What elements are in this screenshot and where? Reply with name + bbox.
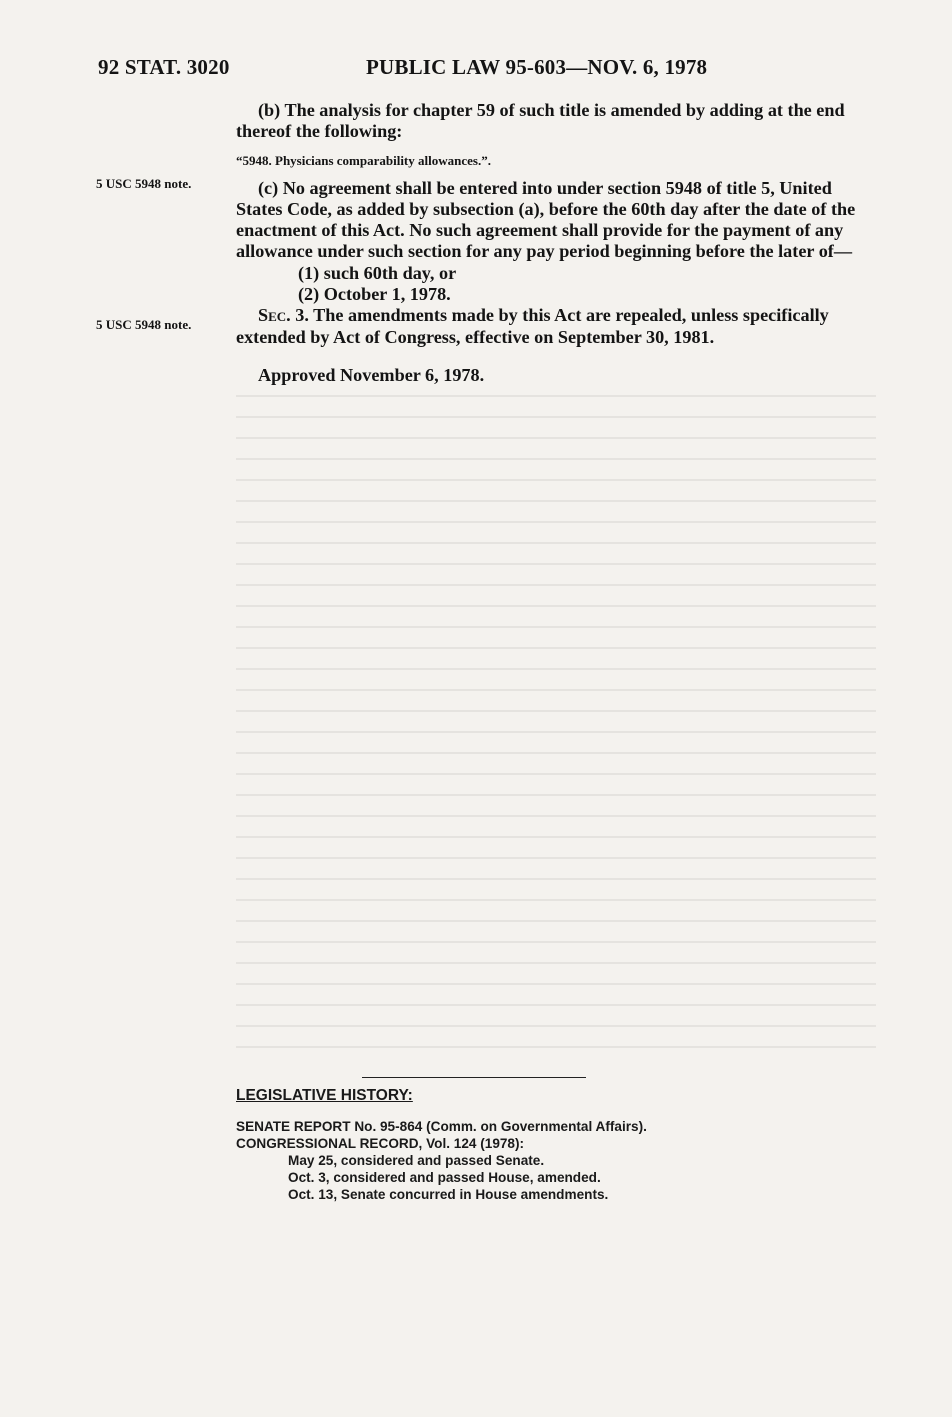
subsection-c: (c) No agreement shall be entered into under section 5948 of title 5, United States Code, as added by subsection (a), before the 60th day after the date of the enactment of this Act. No such agreement shall provide for the payment of any allowance under such section for any pay period beginning before the later of— <box>236 177 856 262</box>
approval-date: Approved November 6, 1978. <box>258 364 485 385</box>
margin-note-subsection-c: 5 USC 5948 note. <box>96 176 192 191</box>
legislative-history <box>236 1087 796 1203</box>
subsection-b: (b) The analysis for chapter 59 of such title is amended by adding at the end thereof the following: <box>236 100 845 142</box>
history-entry: May 25, considered and passed Senate. <box>288 1153 545 1168</box>
running-head: PUBLIC LAW 95-603—NOV. 6, 1978 <box>366 55 708 79</box>
margin-note-section-3: 5 USC 5948 note. <box>96 317 192 332</box>
senate-report: SENATE REPORT No. 95-864 (Comm. on Governmental Affairs). <box>236 1119 647 1134</box>
section-3-text: The amendments made by this Act are repealed, unless specifically extended by Act of Congress, effective on September 30, 1981. <box>236 305 829 347</box>
statute-page-number: 92 STAT. 3020 <box>98 55 230 79</box>
section-3 <box>236 305 858 348</box>
list-item-2: (2) October 1, 1978. <box>298 284 451 305</box>
list-item-1: (1) such 60th day, or <box>298 262 457 283</box>
history-entry: Oct. 3, considered and passed House, amended. <box>288 1170 601 1185</box>
section-3-label: Sec. 3. <box>258 305 309 326</box>
history-entry: Oct. 13, Senate concurred in House amendments. <box>288 1187 609 1202</box>
bleed-through-shading <box>236 395 876 1085</box>
body-text <box>236 100 858 386</box>
analysis-entry: “5948. Physicians comparability allowances.”. <box>236 152 491 168</box>
history-divider <box>362 1077 586 1078</box>
history-title: LEGISLATIVE HISTORY: <box>236 1087 413 1104</box>
congressional-record: CONGRESSIONAL RECORD, Vol. 124 (1978): <box>236 1136 525 1151</box>
